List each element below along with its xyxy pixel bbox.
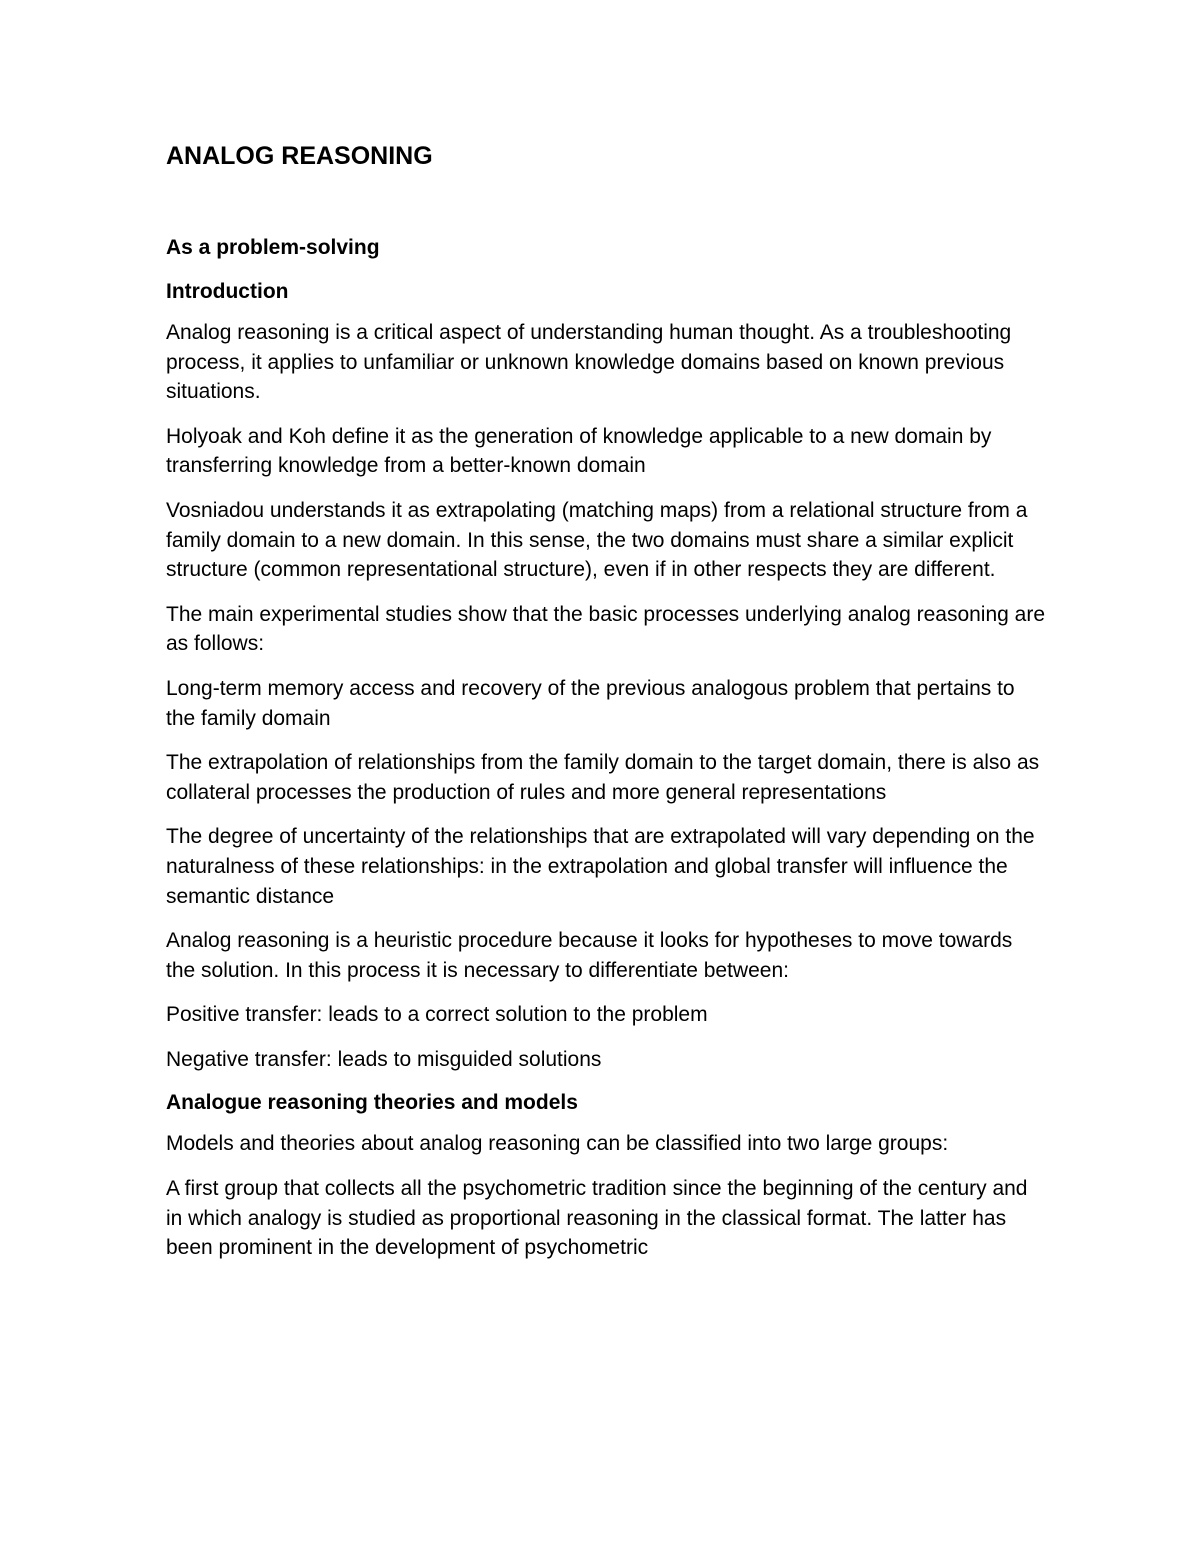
theories-heading: Analogue reasoning theories and models xyxy=(166,1091,578,1115)
paragraph-long-term-memory: Long-term memory access and recovery of the previous analogous problem that pertains to the family domain xyxy=(166,676,1015,730)
paragraph-heuristic: Analog reasoning is a heuristic procedure because it looks for hypotheses to move towards the solution. In this process it is necessary to differentiate between: xyxy=(166,929,1013,982)
paragraph-negative-transfer: Negative transfer: leads to misguided solutions xyxy=(166,1047,602,1071)
introduction-heading: Introduction xyxy=(166,280,289,303)
paragraph-psychometric-tradition: A first group that collects all the psychometric tradition since the beginning of the century and in which analogy is studied as proportional reasoning in the classical format. The latter has been prominent in the development of psychometric xyxy=(166,1177,1028,1260)
paragraph-experimental-studies: The main experimental studies show that the basic processes underlying analog reasoning are as follows: xyxy=(166,602,1046,656)
paragraph-vosniadou: Vosniadou understands it as extrapolating (matching maps) from a relational structure from a family domain to a new domain. In this sense, the two domains must share a similar explicit structure (common representational structure), even if in other respects they are different. xyxy=(166,498,1028,582)
paragraph-extrapolation: The extrapolation of relationships from the family domain to the target domain, there is also as collateral processes the production of rules and more general representations xyxy=(166,751,1040,804)
paragraph-holyoak-koh: Holyoak and Koh define it as the generation of knowledge applicable to a new domain by transferring knowledge from a better-known domain xyxy=(166,424,992,478)
section-subtitle: As a problem-solving xyxy=(166,236,380,259)
paragraph-definition: Analog reasoning is a critical aspect of understanding human thought. As a troubleshooting process, it applies to unfamiliar or unknown knowledge domains based on known previous situations. xyxy=(166,321,1012,404)
document-title: ANALOG REASONING xyxy=(166,142,433,170)
paragraph-models-classification: Models and theories about analog reasoning can be classified into two large groups: xyxy=(166,1132,949,1156)
paragraph-uncertainty: The degree of uncertainty of the relationships that are extrapolated will vary depending on the naturalness of these relationships: in the extrapolation and global transfer will influence the semantic distance xyxy=(166,825,1035,908)
paragraph-positive-transfer: Positive transfer: leads to a correct solution to the problem xyxy=(166,1003,708,1027)
document-body xyxy=(166,140,1046,1278)
